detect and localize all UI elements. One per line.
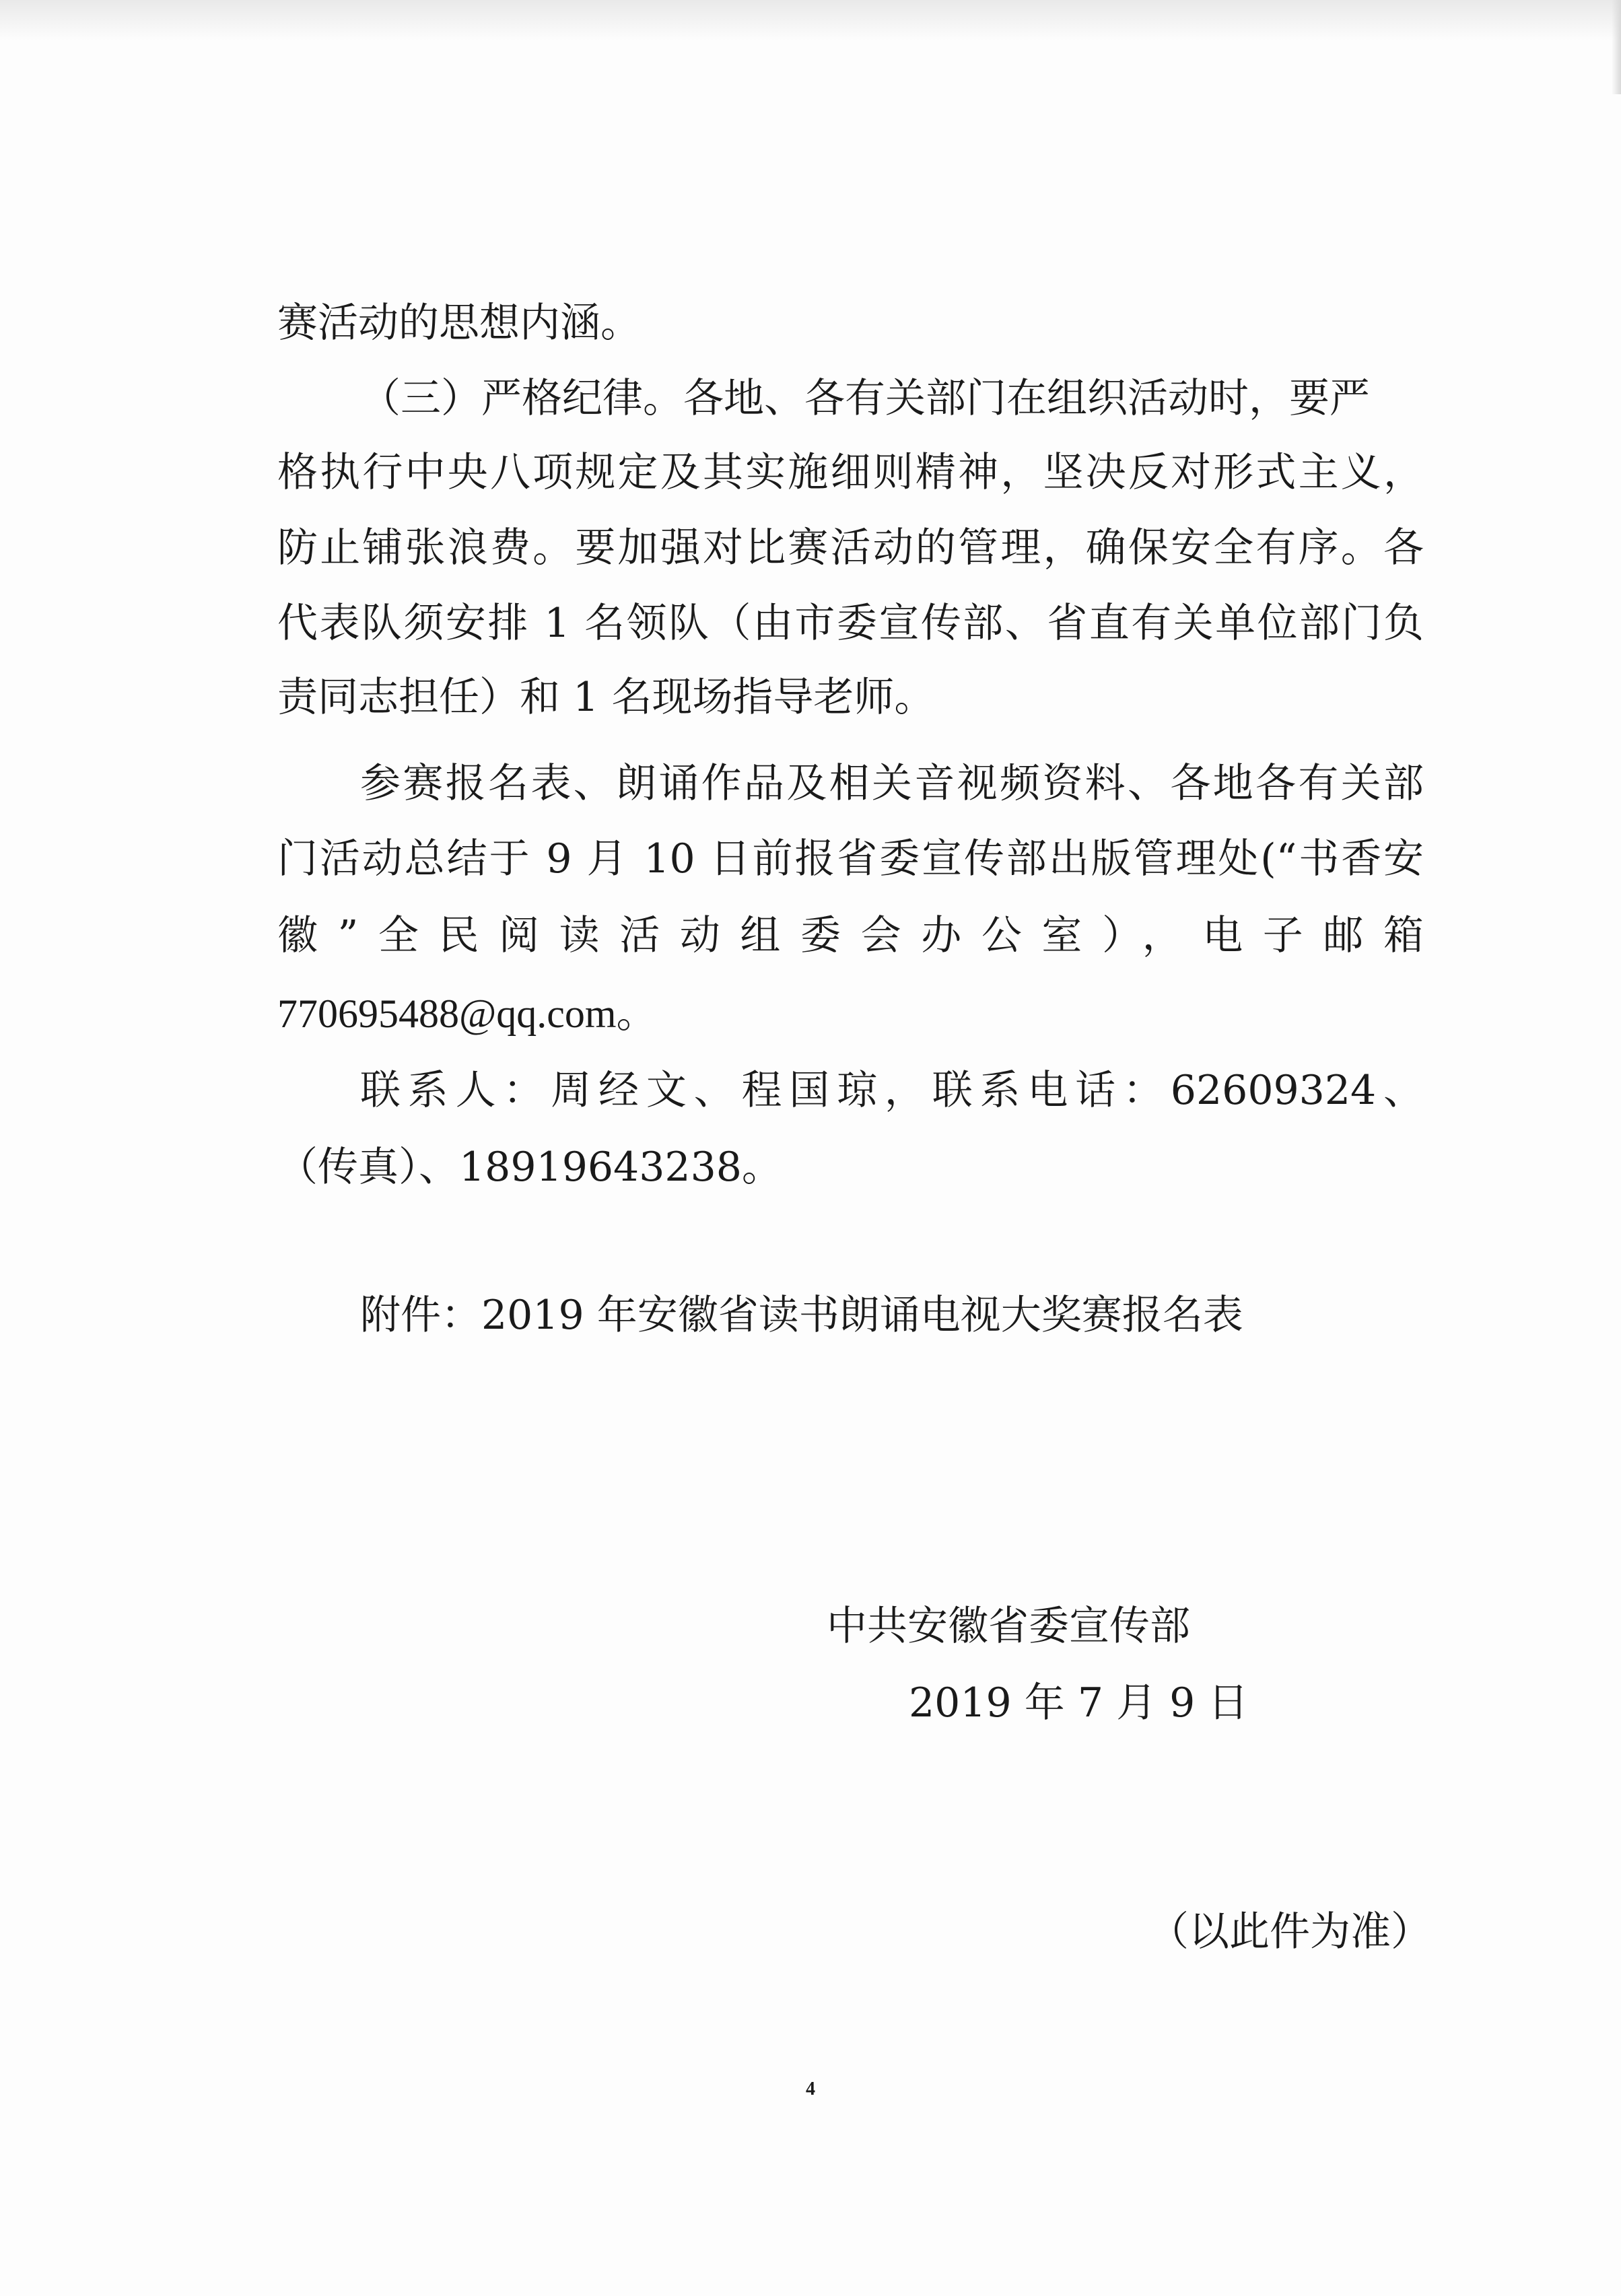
authenticity-note: （以此件为准） <box>1148 1908 1431 1955</box>
body-line-2: （三）严格纪律。各地、各有关部门在组织活动时，要严 <box>360 375 1370 422</box>
body-line-4: 防止铺张浪费。要加强对比赛活动的管理，确保安全有序。各 <box>277 524 1424 571</box>
body-line-6: 责同志担任）和 1 名现场指导老师。 <box>277 674 935 721</box>
email-address: 770695488@qq.com。 <box>277 992 657 1036</box>
body-line-9: 徽”全民阅读活动组委会办公室），电子邮箱 <box>277 912 1424 959</box>
issue-date: 2019 年 7 月 9 日 <box>909 1679 1249 1727</box>
body-line-7: 参赛报名表、朗诵作品及相关音视频资料、各地各有关部 <box>360 760 1424 807</box>
page-number: 4 <box>806 2079 815 2099</box>
body-line-3: 格执行中央八项规定及其实施细则精神，坚决反对形式主义， <box>277 449 1424 496</box>
contact-line: 联系人：周经文、程国琼，联系电话：62609324、 <box>360 1067 1424 1114</box>
body-line-8: 门活动总结于 9 月 10 日前报省委宣传部出版管理处(“书香安 <box>277 835 1424 882</box>
body-line-5: 代表队须安排 1 名领队（由市委宣传部、省直有关单位部门负 <box>277 600 1424 647</box>
body-line-1: 赛活动的思想内涵。 <box>277 300 641 347</box>
fax-and-mobile: （传真）、18919643238。 <box>277 1144 782 1191</box>
scan-shadow-top <box>0 0 1621 40</box>
issuer-name: 中共安徽省委宣传部 <box>827 1603 1190 1650</box>
attachment-line: 附件：2019 年安徽省读书朗诵电视大奖赛报名表 <box>360 1292 1243 1339</box>
scan-shadow-right <box>1612 0 1621 94</box>
